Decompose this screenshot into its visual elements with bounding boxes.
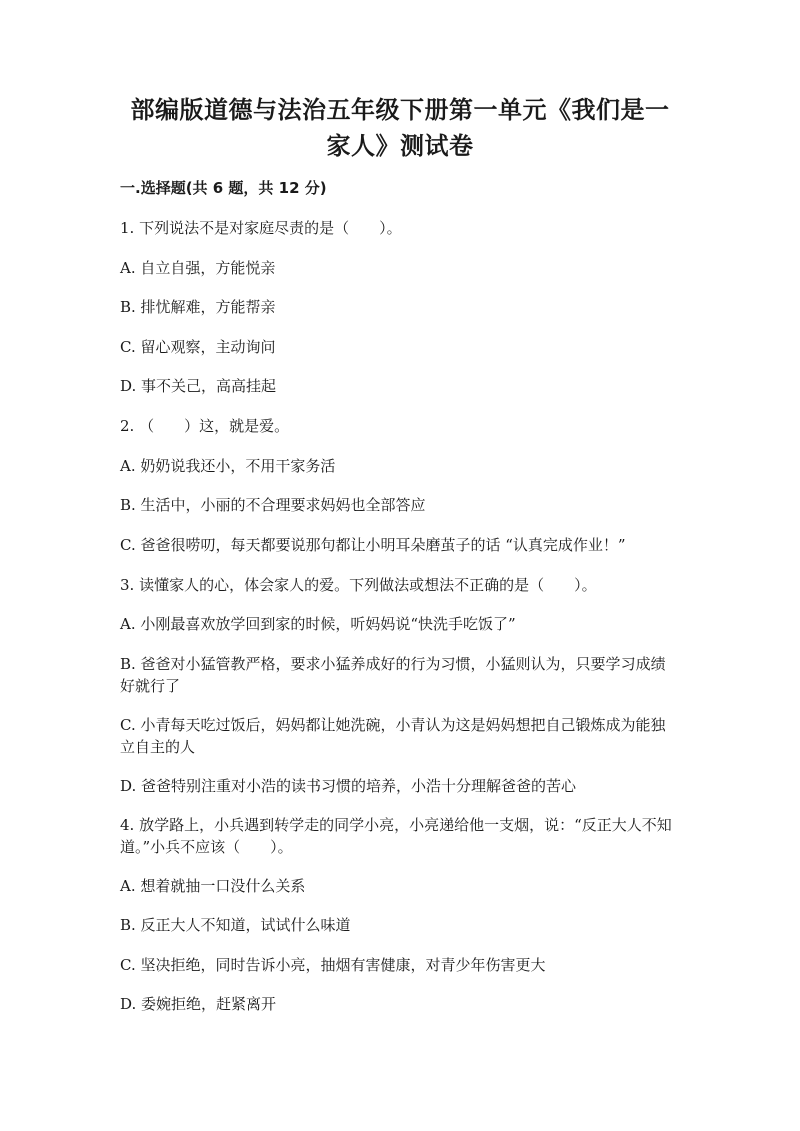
- question-3-option-d: D. 爸爸特别注重对小浩的读书习惯的培养，小浩十分理解爸爸的苦心: [120, 777, 577, 795]
- question-2-option-a: A. 奶奶说我还小，不用干家务活: [120, 457, 336, 475]
- question-3-option-b: B. 爸爸对小猛管教严格，要求小猛养成好的行为习惯，小猛则认为，只要学习成绩好就行了: [120, 655, 666, 695]
- page-title: [100, 92, 700, 164]
- question-1-option-b: B. 排忧解难，方能帮亲: [120, 298, 276, 316]
- question-4-option-c: C. 坚决拒绝，同时告诉小亮，抽烟有害健康，对青少年伤害更大: [120, 956, 546, 974]
- question-1-option-a: A. 自立自强，方能悦亲: [120, 259, 276, 277]
- question-1-option-d: D. 事不关己，高高挂起: [120, 377, 277, 395]
- question-1-option-c: C. 留心观察，主动询问: [120, 338, 276, 356]
- question-4-option-a: A. 想着就抽一口没什么关系: [120, 877, 306, 895]
- page-title-line-2: 家人》测试卷: [326, 132, 474, 160]
- question-2-option-c: C. 爸爸很唠叨，每天都要说那句都让小明耳朵磨茧子的话 “认真完成作业！”: [120, 536, 626, 554]
- question-4-stem: 4. 放学路上，小兵遇到转学走的同学小亮，小亮递给他一支烟，说：“反正大人不知道。”小兵不应该（ ）。: [120, 816, 672, 856]
- page-title-line-1: 部编版道德与法治五年级下册第一单元《我们是一: [130, 96, 670, 124]
- section-heading: 一.选择题(共 6 题，共 12 分): [120, 179, 327, 197]
- question-3-option-a: A. 小刚最喜欢放学回到家的时候，听妈妈说“快洗手吃饭了”: [120, 615, 516, 633]
- question-4-option-d: D. 委婉拒绝，赶紧离开: [120, 995, 277, 1013]
- question-2-option-b: B. 生活中，小丽的不合理要求妈妈也全部答应: [120, 496, 426, 514]
- question-4-option-b: B. 反正大人不知道，试试什么味道: [120, 916, 351, 934]
- question-2-stem: 2. （ ）这，就是爱。: [120, 417, 290, 435]
- question-3-option-c: C. 小青每天吃过饭后，妈妈都让她洗碗，小青认为这是妈妈想把自己锻炼成为能独立自主的人: [120, 716, 666, 756]
- question-1-stem: 1. 下列说法不是对家庭尽责的是（ ）。: [120, 219, 402, 237]
- question-3-stem: 3. 读懂家人的心，体会家人的爱。下列做法或想法不正确的是（ ）。: [120, 576, 597, 594]
